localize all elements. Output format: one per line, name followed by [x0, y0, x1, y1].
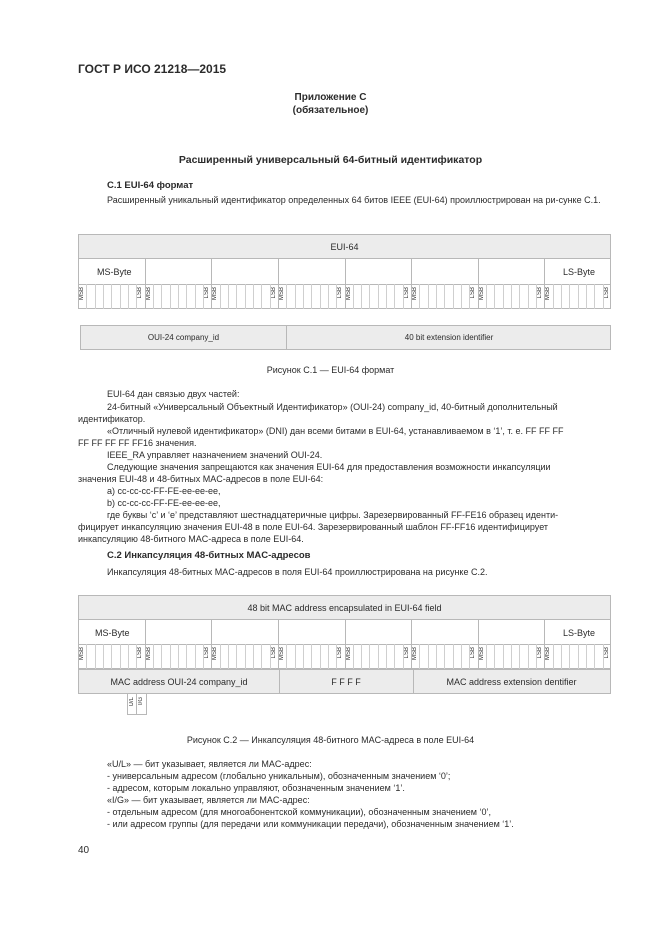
body-line: - или адресом группы (для передачи или коммуникации передачи), обозначенным значением ‘1’.: [107, 819, 514, 829]
bit-separator: [236, 644, 237, 669]
lsb-label: LSB: [470, 287, 477, 299]
bit-separator: [328, 644, 329, 669]
bit-separator: [328, 284, 329, 309]
bit-separator: [453, 644, 454, 669]
bit-separator: [86, 284, 87, 309]
msb-label: MSB: [345, 287, 352, 301]
bit-separator: [295, 644, 296, 669]
lsb-label: LSB: [337, 287, 344, 299]
msb-label: MSB: [145, 287, 152, 301]
body-line: - адресом, которым локально управляют, обозначенным значением ‘1’.: [107, 783, 405, 793]
bit-separator: [553, 644, 554, 669]
bit-separator: [569, 284, 570, 309]
section-c1-intro: Расширенный уникальный идентификатор определенных 64 битов IEEE (EUI-64) проиллюстрирован на ри-сунке С.1.: [107, 195, 601, 205]
bit-separator: [444, 644, 445, 669]
ls-byte-label: LS-Byte: [563, 628, 596, 638]
bit-separator: [261, 284, 262, 309]
bit-separator: [503, 644, 504, 669]
bit-separator: [286, 644, 287, 669]
bit-separator: [245, 644, 246, 669]
body-line: «U/L» — бит указывает, является ли MAC-адрес:: [107, 759, 312, 769]
bit-separator: [95, 644, 96, 669]
ig-bit-label: I/G: [138, 697, 144, 706]
msb-label: MSB: [478, 647, 485, 661]
bit-separator: [253, 644, 254, 669]
eui64-field-row: [80, 325, 611, 350]
bit-separator: [178, 644, 179, 669]
bit-separator: [245, 284, 246, 309]
bit-separator: [494, 284, 495, 309]
bit-separator: [369, 644, 370, 669]
bit-separator: [378, 644, 379, 669]
bit-separator: [303, 644, 304, 669]
bit-separator: [369, 284, 370, 309]
bit-separator: [511, 644, 512, 669]
bit-separator: [586, 644, 587, 669]
msb-label: MSB: [212, 647, 219, 661]
lsb-label: LSB: [337, 647, 344, 659]
msb-label: MSB: [278, 647, 285, 661]
lsb-label: LSB: [470, 647, 477, 659]
bit-separator: [178, 284, 179, 309]
lsb-label: LSB: [203, 647, 210, 659]
bit-separator: [128, 644, 129, 669]
annex-status: (обязательное): [292, 105, 369, 116]
byte-separator: [544, 258, 545, 309]
msb-label: MSB: [212, 287, 219, 301]
byte-separator: [478, 619, 479, 669]
lsb-label: LSB: [270, 647, 277, 659]
figure-c2-caption: Рисунок С.2 — Инкапсуляция 48-битного MAC-адреса в поле EUI-64: [186, 735, 475, 745]
ig-bit-cell: [136, 693, 147, 715]
bit-separator: [378, 284, 379, 309]
msb-label: MSB: [345, 647, 352, 661]
bit-separator: [111, 644, 112, 669]
bit-separator: [186, 284, 187, 309]
body-line: - универсальным адресом (глобально уникальным), обозначенным значением ‘0’;: [107, 771, 451, 781]
bit-separator: [419, 284, 420, 309]
bit-separator: [569, 644, 570, 669]
bit-separator: [494, 644, 495, 669]
mac-figure-title: 48 bit MAC address encapsulated in EUI-64 field: [247, 603, 442, 613]
body-line: инкапсуляцию 48-битного MAC-адреса в поле EUI-64.: [78, 534, 304, 544]
body-line: FF FF FF FF FF16 значения.: [78, 438, 197, 448]
bit-separator: [453, 284, 454, 309]
bit-separator: [519, 284, 520, 309]
oui24-label: OUI-24 company_id: [147, 333, 220, 342]
bit-separator: [419, 644, 420, 669]
bit-separator: [528, 644, 529, 669]
body-line: «I/G» — бит указывает, является ли MAC-адрес:: [107, 795, 310, 805]
bit-separator: [320, 284, 321, 309]
lsb-label: LSB: [403, 287, 410, 299]
bit-separator: [428, 284, 429, 309]
body-line: где буквы ‘с’ и ‘е’ представляют шестнадцатеричные цифры. Зарезервированный FF-FE16 образец иденти-: [107, 510, 559, 520]
bit-separator: [195, 284, 196, 309]
lsb-label: LSB: [270, 287, 277, 299]
bit-separator: [195, 644, 196, 669]
bit-separator: [561, 644, 562, 669]
body-line: b) cc-cc-cc-FF-FE-ee-ee-ee,: [107, 498, 221, 508]
lsb-label: LSB: [603, 287, 610, 299]
bit-separator: [228, 644, 229, 669]
bit-separator: [220, 284, 221, 309]
bit-separator: [86, 644, 87, 669]
bit-separator: [220, 644, 221, 669]
msb-label: MSB: [545, 287, 552, 301]
bit-separator: [503, 284, 504, 309]
bit-separator: [261, 644, 262, 669]
bit-separator: [394, 644, 395, 669]
body-line: EUI-64 дан связью двух частей:: [107, 389, 240, 399]
byte-separator: [211, 619, 212, 669]
eui64-title: EUI-64: [330, 242, 359, 252]
section-c1-heading: С.1 EUI-64 формат: [107, 180, 194, 191]
bit-separator: [303, 284, 304, 309]
eui64-title-band: [78, 234, 611, 259]
byte-separator: [411, 258, 412, 309]
mac-field-row: [78, 669, 611, 694]
standard-header: ГОСТ Р ИСО 21218—2015: [78, 62, 227, 76]
bit-separator: [161, 644, 162, 669]
byte-separator: [345, 619, 346, 669]
byte-separator: [478, 258, 479, 309]
bit-separator: [103, 644, 104, 669]
ms-byte-label: MS-Byte: [97, 267, 132, 277]
figure-c1-caption: Рисунок С.1 — EUI-64 формат: [266, 365, 395, 375]
bit-separator: [236, 284, 237, 309]
section-c2-heading: С.2 Инкапсуляция 48-битных MAC-адресов: [107, 550, 311, 561]
bit-separator: [186, 644, 187, 669]
lsb-label: LSB: [137, 647, 144, 659]
bit-separator: [553, 284, 554, 309]
bit-separator: [120, 284, 121, 309]
bit-separator: [161, 284, 162, 309]
bit-separator: [586, 284, 587, 309]
body-line: «Отличный нулевой идентификатор» (DNI) дан всеми битами в EUI-64, устанавливаемом в ‘1’, т. е. FF FF FF: [107, 426, 564, 436]
bit-separator: [95, 284, 96, 309]
byte-separator: [211, 258, 212, 309]
byte-separator: [145, 619, 146, 669]
bit-separator: [578, 284, 579, 309]
ul-bit-label: U/L: [129, 697, 135, 707]
bit-separator: [519, 644, 520, 669]
msb-label: MSB: [278, 287, 285, 301]
bit-separator: [120, 644, 121, 669]
lsb-label: LSB: [137, 287, 144, 299]
msb-label: MSB: [478, 287, 485, 301]
bit-separator: [594, 644, 595, 669]
body-line: фицирует инкапсуляцию значения EUI-48 в поле EUI-64. Зарезервированный шаблон FF-FF16 идентифицирует: [78, 522, 549, 532]
bit-separator: [511, 284, 512, 309]
bit-separator: [361, 284, 362, 309]
bit-separator: [386, 284, 387, 309]
bit-separator: [253, 284, 254, 309]
lsb-label: LSB: [403, 647, 410, 659]
bit-separator: [170, 284, 171, 309]
body-line: значения EUI-48 и 48-битных MAC-адресов в поле EUI-64:: [78, 474, 324, 484]
bit-separator: [461, 284, 462, 309]
mac-extension-label: MAC address extension dentifier: [446, 677, 577, 687]
byte-separator: [145, 258, 146, 309]
msb-label: MSB: [412, 287, 419, 301]
ffff-label: F F F F: [331, 677, 361, 687]
bit-separator: [311, 644, 312, 669]
body-line: идентификатор.: [78, 414, 146, 424]
bit-separator: [170, 644, 171, 669]
lsb-label: LSB: [603, 647, 610, 659]
extension-label: 40 bit extension identifier: [404, 333, 494, 342]
ls-byte-label: LS-Byte: [563, 267, 596, 277]
byte-separator: [345, 258, 346, 309]
bit-separator: [361, 644, 362, 669]
bit-separator: [228, 284, 229, 309]
body-line: IEEE_RA управляет назначением значений OUI-24.: [107, 450, 323, 460]
bit-separator: [528, 284, 529, 309]
byte-separator: [544, 619, 545, 669]
bit-separator: [461, 644, 462, 669]
page-title: Расширенный универсальный 64-битный идентификатор: [178, 154, 483, 166]
body-line: а) cc-cc-cc-FF-FE-ee-ee-ee,: [107, 486, 221, 496]
byte-separator: [278, 258, 279, 309]
bit-separator: [320, 644, 321, 669]
msb-label: MSB: [145, 647, 152, 661]
bit-separator: [394, 284, 395, 309]
body-line: - отдельным адресом (для многоабонентской коммуникации), обозначенным значением ‘0’,: [107, 807, 491, 817]
bit-separator: [486, 284, 487, 309]
bit-separator: [486, 644, 487, 669]
bit-separator: [594, 284, 595, 309]
lsb-label: LSB: [537, 647, 544, 659]
msb-label: MSB: [545, 647, 552, 661]
bit-separator: [103, 284, 104, 309]
bit-separator: [153, 284, 154, 309]
byte-separator: [278, 619, 279, 669]
mac-title-band: [78, 595, 611, 620]
bit-separator: [444, 284, 445, 309]
bit-separator: [311, 284, 312, 309]
page-number: 40: [78, 845, 90, 856]
lsb-label: LSB: [537, 287, 544, 299]
bit-separator: [295, 284, 296, 309]
section-c2-intro: Инкапсуляция 48-битных MAC-адресов в поля EUI-64 проиллюстрирована на рисунке С.2.: [107, 567, 488, 577]
bit-separator: [286, 284, 287, 309]
mac-oui-label: MAC address OUI-24 company_id: [110, 677, 248, 687]
bit-separator: [386, 644, 387, 669]
bit-separator: [153, 644, 154, 669]
bit-separator: [561, 284, 562, 309]
body-line: 24-битный «Универсальный Объектный Идентификатор» (OUI-24) company_id, 40-битный дополнительный: [107, 402, 558, 412]
msb-label: MSB: [79, 287, 85, 301]
bit-separator: [436, 284, 437, 309]
bit-separator: [428, 644, 429, 669]
bit-separator: [128, 284, 129, 309]
msb-label: MSB: [79, 647, 85, 661]
lsb-label: LSB: [203, 287, 210, 299]
msb-label: MSB: [412, 647, 419, 661]
ms-byte-label: MS-Byte: [95, 628, 130, 638]
bit-separator: [436, 644, 437, 669]
byte-separator: [411, 619, 412, 669]
annex-title: Приложение С: [294, 92, 367, 103]
bit-separator: [578, 644, 579, 669]
bit-separator: [111, 284, 112, 309]
body-line: Следующие значения запрещаются как значения EUI-64 для предоставления возможности инкапсуляции: [107, 462, 551, 472]
